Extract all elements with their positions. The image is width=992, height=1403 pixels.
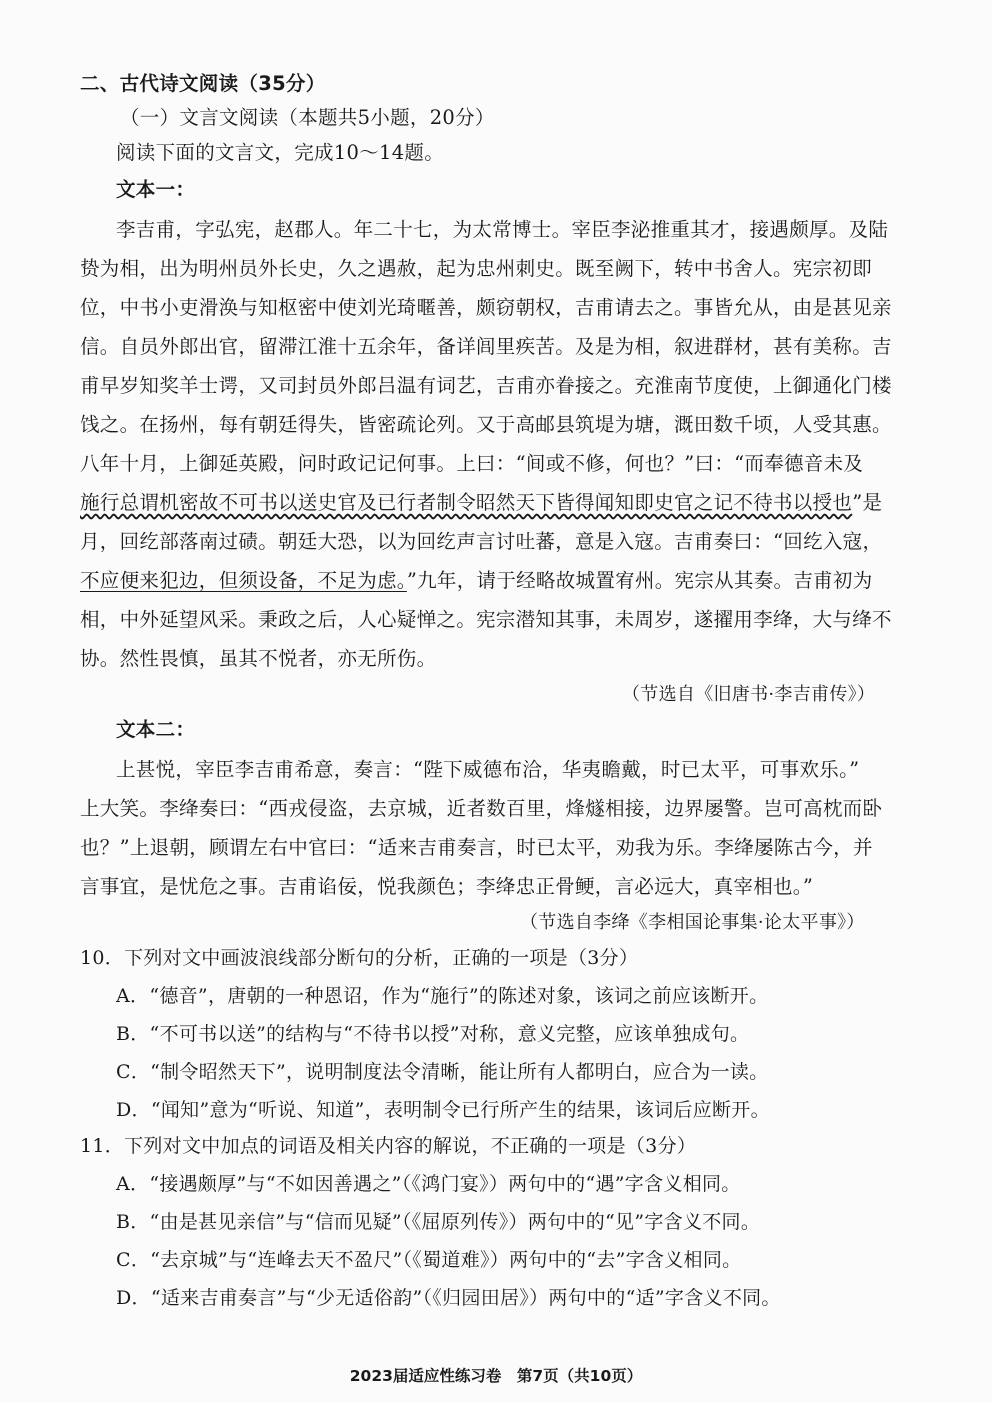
text2-source: （节选自李绛《李相国论事集·论太平事》） bbox=[520, 912, 865, 933]
text1-line: 月，回纥部落南过碛。朝廷大恐，以为回纥声言讨吐蕃，意是入寇。吉甫奏曰：“回纥入寇， bbox=[80, 530, 883, 553]
text1-line: 八年十月，上御延英殿，问时政记记何事。上曰：“间或不修，何也？”曰：“而奉德音未及 bbox=[80, 452, 864, 475]
text1-line: 饯之。在扬州，每有朝廷得失，皆密疏论列。又于高邮县筑堤为塘，溉田数千顷，人受其惠。 bbox=[80, 413, 892, 436]
wavy-underlined-passage: 施行总谓机密故不可书以送史官及已行者制令昭然天下皆得闻知即史官之记不待书以授也 bbox=[80, 491, 853, 514]
text2-line: 上甚悦，宰臣李吉甫希意，奏言：“陛下威德布洽，华夷瞻戴，时已太平，可事欢乐。” bbox=[116, 758, 860, 781]
q11-stem: 11．下列对文中加点的词语及相关内容的解说，不正确的一项是（3分） bbox=[80, 1135, 697, 1157]
subsection-title: （一）文言文阅读（本题共5小题，20分） bbox=[120, 106, 495, 129]
section-title: 二、古代诗文阅读（35分） bbox=[80, 72, 326, 95]
text1-line: 贽为相，出为明州员外长史，久之遇赦，起为忠州刺史。既至阙下，转中书舍人。宪宗初即 bbox=[80, 257, 873, 280]
q11-option-a: A．“接遇颇厚”与“不如因善遇之”（《鸿门宴》）两句中的“遇”字含义相同。 bbox=[116, 1173, 741, 1195]
text1-line-underlined bbox=[80, 569, 873, 593]
text2-heading: 文本二： bbox=[116, 718, 196, 741]
text1-line-wavy bbox=[80, 491, 882, 515]
text2-line: 言事宜，是忧危之事。吉甫谄佞，悦我颜色；李绛忠正骨鲠，言必远大，真宰相也。” bbox=[80, 875, 814, 898]
page-footer: 2023届适应性练习卷 第7页（共10页） bbox=[349, 1367, 643, 1385]
underlined-quote: 不应便来犯边，但须设备，不足为虑。 bbox=[80, 569, 407, 592]
q10-stem: 10．下列对文中画波浪线部分断句的分析，正确的一项是（3分） bbox=[80, 947, 639, 969]
instruction: 阅读下面的文言文，完成10～14题。 bbox=[116, 141, 445, 164]
q10-option-b: B．“不可书以送”的结构与“不待书以授”对称，意义完整，应该单独成句。 bbox=[116, 1023, 750, 1045]
wavy-tail: ”是 bbox=[852, 491, 883, 514]
text1-source: （节选自《旧唐书·李吉甫传》） bbox=[622, 684, 876, 705]
text1-line: 信。自员外郎出官，留滞江淮十五余年，备详闾里疾苦。及是为相，叙进群材，甚有美称。吉 bbox=[80, 335, 892, 358]
q10-option-d: D．“闻知”意为“听说、知道”，表明制令已行所产生的结果，该词后应断开。 bbox=[116, 1099, 770, 1121]
q10-option-a: A．“德音”，唐朝的一种恩诏，作为“施行”的陈述对象，该词之前应该断开。 bbox=[116, 985, 769, 1007]
text1-line: 协。然性畏慎，虽其不悦者，亦无所伤。 bbox=[80, 647, 437, 670]
q11-option-b: B．“由是甚见亲信”与“信而见疑”（《屈原列传》）两句中的“见”字含义不同。 bbox=[116, 1211, 761, 1233]
text2-line: 上大笑。李绛奏曰：“西戎侵盗，去京城，近者数百里，烽燧相接，边界屡警。岂可高枕而卧 bbox=[80, 797, 883, 820]
q11-option-d: D．“适来吉甫奏言”与“少无适俗韵”（《归园田居》）两句中的“适”字含义不同。 bbox=[116, 1287, 781, 1309]
text1-line: 位，中书小吏滑涣与知枢密中使刘光琦暱善，颇窃朝权，吉甫请去之。事皆允从，由是甚见亲 bbox=[80, 296, 892, 319]
text1-line: 相，中外延望风采。秉政之后，人心疑惮之。宪宗潜知其事，未周岁，遂擢用李绛，大与绛不 bbox=[80, 608, 892, 631]
text2-line: 也？”上退朝，顾谓左右中官曰：“适来吉甫奏言，时已太平，劝我为乐。李绛屡陈古今，并 bbox=[80, 836, 873, 859]
text1-line: 甫早岁知奖羊士谔，又司封员外郎吕温有词艺，吉甫亦眷接之。充淮南节度使，上御通化门楼 bbox=[80, 374, 892, 397]
text1-heading: 文本一： bbox=[116, 178, 196, 201]
text1-line: 李吉甫，字弘宪，赵郡人。年二十七，为太常博士。宰臣李泌推重其才，接遇颇厚。及陆 bbox=[116, 218, 889, 241]
q10-option-c: C．“制令昭然天下”，说明制度法令清晰，能让所有人都明白，应合为一读。 bbox=[116, 1061, 769, 1083]
line-rest: ”九年，请于经略故城置宥州。宪宗从其奏。吉甫初为 bbox=[406, 569, 873, 592]
q11-option-c: C．“去京城”与“连峰去天不盈尺”（《蜀道难》）两句中的“去”字含义相同。 bbox=[116, 1249, 742, 1271]
